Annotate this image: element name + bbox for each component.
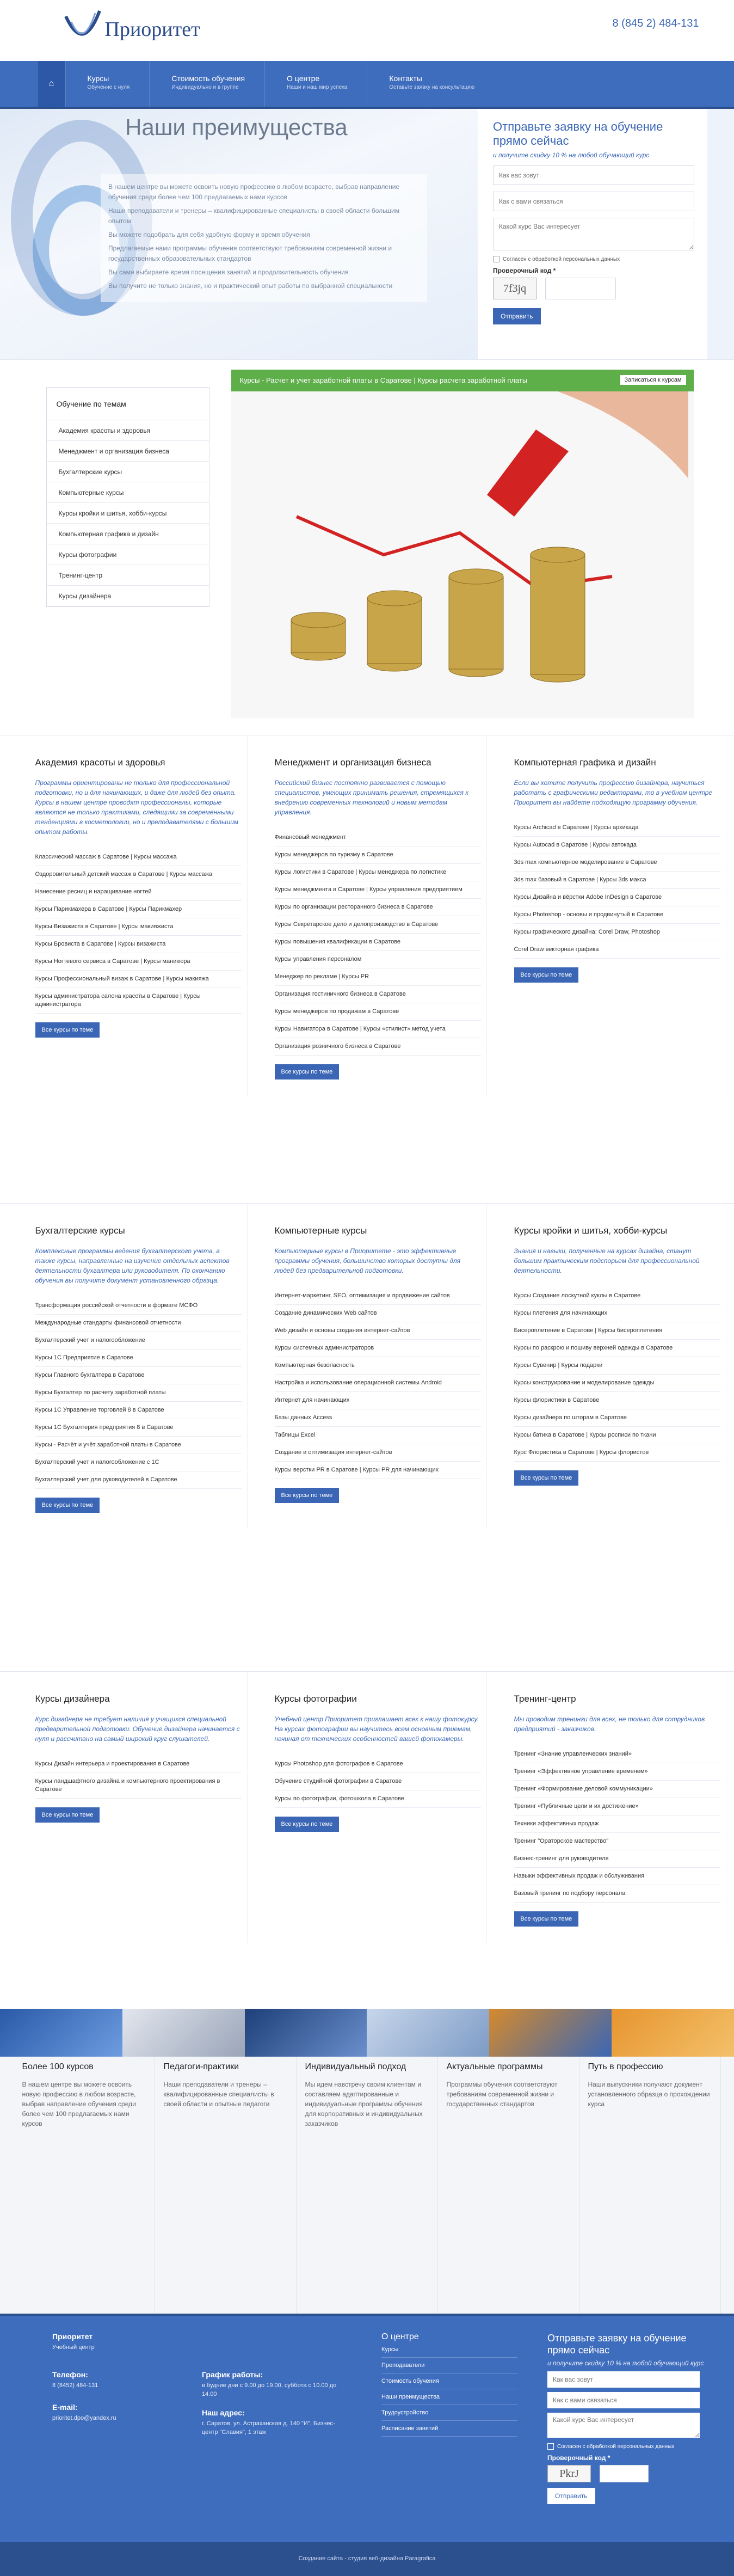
logo-mark-icon bbox=[61, 5, 105, 54]
course-links bbox=[35, 849, 242, 1014]
nav-item-courses[interactable] bbox=[65, 61, 150, 107]
course-link[interactable]: Курсы логистики в Саратове | Курсы менеджера по логистике bbox=[275, 864, 481, 881]
nav-item-about[interactable] bbox=[264, 61, 367, 107]
course-link[interactable]: Курсы Профессиональный визаж в Саратове | Курсы макияжа bbox=[35, 971, 242, 988]
course-link[interactable]: Бисероплетение в Саратове | Курсы бисероплетения bbox=[514, 1322, 720, 1340]
course-link[interactable]: Курсы плетения для начинающих bbox=[514, 1305, 720, 1322]
topics-section bbox=[0, 359, 734, 735]
course-link[interactable]: Организация гостиничного бизнеса в Саратове bbox=[275, 986, 481, 1003]
topics-heading: Обучение по темам bbox=[47, 388, 209, 420]
nav-title: Курсы bbox=[87, 74, 109, 83]
feature-title: Более 100 курсов bbox=[22, 2062, 94, 2071]
features-section bbox=[0, 2009, 734, 2314]
captcha-image: 7f3jq bbox=[493, 278, 536, 299]
topics-menu bbox=[46, 387, 209, 607]
footer-phone-label: Телефон: bbox=[52, 2370, 88, 2379]
course-link[interactable]: Создание и оптимизация интернет-сайтов bbox=[275, 1444, 481, 1462]
footer-captcha-image: PkrJ bbox=[547, 2465, 591, 2482]
course-title[interactable]: Курсы дизайнера bbox=[35, 1694, 110, 1704]
course-link[interactable]: Классический массаж в Саратове | Курсы массажа bbox=[35, 849, 242, 866]
all-courses-button[interactable]: Все курсы по теме bbox=[514, 1911, 579, 1927]
course-link[interactable]: Курсы дизайнера по шторам в Саратове bbox=[514, 1409, 720, 1427]
course-link[interactable]: Курсы Визажиста в Саратове | Курсы макияжиста bbox=[35, 918, 242, 936]
feature-card bbox=[155, 2057, 297, 2314]
course-link[interactable]: Курсы Создание лоскутной куклы в Саратове bbox=[514, 1287, 720, 1305]
all-courses-button[interactable]: Все курсы по теме bbox=[35, 1022, 100, 1038]
hero-section bbox=[0, 109, 734, 359]
header-phone[interactable]: 8 (845 2) 484-131 bbox=[612, 17, 699, 29]
course-block bbox=[19, 1204, 248, 1529]
feature-card bbox=[438, 2057, 579, 2314]
banner-more-button[interactable]: Записаться к курсам bbox=[620, 375, 686, 385]
courses-row bbox=[0, 1203, 734, 1671]
footer-email[interactable]: prioritet.dpo@yandex.ru bbox=[52, 2415, 116, 2421]
footer-brand-sub: Учебный центр bbox=[52, 2344, 95, 2351]
footer-phone[interactable]: 8 (8452) 484-131 bbox=[52, 2382, 98, 2389]
main-nav bbox=[0, 61, 734, 109]
course-link[interactable]: Курсы Дизайн интерьера и проектирования в Саратове bbox=[35, 1756, 242, 1773]
course-link[interactable]: Таблицы Excel bbox=[275, 1427, 481, 1444]
course-link[interactable]: Corel Draw векторная графика bbox=[514, 941, 720, 959]
footer-email-block bbox=[52, 2403, 116, 2422]
course-block bbox=[498, 735, 726, 1096]
course-link[interactable]: Тренинг «Публичные цели и их достижение» bbox=[514, 1798, 720, 1816]
course-link[interactable]: Курсы флористики в Саратове bbox=[514, 1392, 720, 1409]
form-subtitle: и получите скидку 10 % на любой обучающий курс bbox=[493, 151, 650, 159]
course-block bbox=[258, 1204, 487, 1529]
all-courses-button[interactable]: Все курсы по теме bbox=[275, 1064, 340, 1080]
footer-address-label: Наш адрес: bbox=[202, 2408, 245, 2417]
course-block bbox=[19, 1672, 248, 1943]
course-desc: Мы проводим тренинги для всех, не только для сотрудников предприятий - заказчиков. bbox=[514, 1715, 705, 1733]
course-desc: Компьютерные курсы в Приоритете - это эффективные программы обучения, большинство которых доступны для людей без предварительной подготовки. bbox=[274, 1247, 461, 1274]
course-link[interactable]: Курсы повышения квалификации в Саратове bbox=[275, 934, 481, 951]
course-title[interactable]: Академия красоты и здоровья bbox=[35, 757, 165, 768]
topic-item[interactable]: Курсы кройки и шитья, хобби-курсы bbox=[47, 503, 209, 524]
footer-hours-label: График работы: bbox=[202, 2370, 263, 2379]
footer-consent-row bbox=[547, 2443, 711, 2450]
footer-email-label: E-mail: bbox=[52, 2403, 78, 2412]
footer-menu-link[interactable]: Преподаватели bbox=[381, 2358, 517, 2373]
feature-text: Наши преподаватели и тренеры – квалифицированные специалисты в своей области и опытные педагоги bbox=[163, 2081, 274, 2108]
course-link[interactable]: Создание динамических Web сайтов bbox=[275, 1305, 481, 1322]
feature-image bbox=[367, 2009, 489, 2057]
request-form bbox=[478, 109, 707, 359]
phone-input[interactable] bbox=[493, 192, 694, 211]
course-link[interactable]: Курсы Photoshop для фотографов в Саратове bbox=[275, 1756, 481, 1773]
feature-title: Педагоги-практики bbox=[163, 2062, 239, 2071]
course-link[interactable]: Трансформация российской отчетности в формате МСФО bbox=[35, 1297, 242, 1315]
course-link[interactable]: Курсы верстки PR в Саратове | Курсы PR для начинающих bbox=[275, 1462, 481, 1479]
course-link[interactable]: Интернет-маркетинг, SEO, оптимизация и продвижение сайтов bbox=[275, 1287, 481, 1305]
course-desc: Учебный центр Приоритет приглашает всех к нашу фотокурсу. На курсах фотографии вы научитесь всем основным приемам, начиная от технических особенностей вашей фотокамеры. bbox=[274, 1715, 479, 1743]
course-desc: Знания и навыки, полученные на курсах дизайна, станут большим практическим подспорьем для профессиональной деятельности. bbox=[514, 1247, 700, 1274]
footer-brand-name: Приоритет bbox=[52, 2332, 93, 2341]
hero-paragraph: Вы сами выбираете время посещения занятий и продолжительность обучения bbox=[108, 268, 349, 276]
feature-title: Индивидуальный подход bbox=[305, 2062, 406, 2071]
feature-card bbox=[297, 2057, 438, 2314]
footer-submit-button[interactable]: Отправить bbox=[547, 2488, 595, 2504]
footer-captcha-row bbox=[547, 2465, 711, 2482]
captcha-label: Проверочный код * bbox=[493, 267, 556, 274]
hero-advantages bbox=[0, 109, 478, 359]
banner-slider[interactable] bbox=[226, 365, 699, 725]
course-link[interactable]: Курсы Секретарское дело и делопроизводство в Саратове bbox=[275, 916, 481, 934]
all-courses-button[interactable]: Все курсы по теме bbox=[514, 967, 579, 983]
nav-sub: Наши и наш мир успеха bbox=[287, 84, 348, 90]
course-link[interactable]: Курсы по организации ресторанного бизнеса в Саратове bbox=[275, 899, 481, 916]
course-links bbox=[514, 819, 720, 959]
courses-row bbox=[0, 1671, 734, 2009]
footer-hours-block bbox=[202, 2370, 343, 2399]
feature-image bbox=[0, 2009, 122, 2057]
course-link[interactable]: Курсы - Расчёт и учёт заработной платы в Саратове bbox=[35, 1437, 242, 1454]
course-link[interactable]: Навыки эффективных продаж и обслуживания bbox=[514, 1868, 720, 1885]
course-link[interactable]: Курсы администратора салона красоты в Саратове | Курсы администратора bbox=[35, 988, 242, 1014]
feature-image bbox=[122, 2009, 245, 2057]
topic-item[interactable]: Менеджмент и организация бизнеса bbox=[47, 441, 209, 462]
course-link[interactable]: Курсы менеджмента в Саратове | Курсы управления предприятием bbox=[275, 881, 481, 899]
feature-text: Мы идем навстречу своим клиентам и составляем адаптированные и индивидуальные программы обучения для корпоративных и индивидуальных заказчиков bbox=[305, 2081, 423, 2127]
footer-course-input[interactable] bbox=[547, 2413, 700, 2438]
name-input[interactable] bbox=[493, 165, 694, 185]
course-link[interactable]: Курсы конструирование и моделирование одежды bbox=[514, 1375, 720, 1392]
course-links bbox=[514, 1746, 720, 1903]
home-icon[interactable]: ⌂ bbox=[38, 61, 65, 107]
course-link[interactable]: Курсы менеджеров по туризму в Саратове bbox=[275, 847, 481, 864]
topic-item[interactable]: Компьютерная графика и дизайн bbox=[47, 524, 209, 544]
course-title[interactable]: Бухгалтерские курсы bbox=[35, 1225, 125, 1236]
topic-item[interactable]: Компьютерные курсы bbox=[47, 482, 209, 503]
course-link[interactable]: Настройка и использование операционной системы Android bbox=[275, 1375, 481, 1392]
submit-button[interactable]: Отправить bbox=[493, 308, 541, 324]
nav-title: Стоимость обучения bbox=[171, 74, 245, 83]
footer-form-subtitle: и получите скидку 10 % на любой обучающий курс bbox=[547, 2359, 704, 2367]
course-link[interactable]: Курсы системных администраторов bbox=[275, 1340, 481, 1357]
site-footer bbox=[0, 2314, 734, 2542]
feature-card bbox=[579, 2057, 721, 2314]
course-link[interactable]: Курсы 1С Управление торговлей 8 в Саратове bbox=[35, 1402, 242, 1419]
course-link[interactable]: Тренинг «Формирование деловой коммуникации» bbox=[514, 1781, 720, 1798]
course-link[interactable]: Курсы Главного бухгалтера в Саратове bbox=[35, 1367, 242, 1384]
course-link[interactable]: Базовый тренинг по подбору персонала bbox=[514, 1885, 720, 1903]
consent-label: Согласен с обработкой персональных данных bbox=[503, 256, 620, 262]
consent-checkbox[interactable] bbox=[493, 256, 499, 262]
banner-caption-text: Курсы - Расчет и учет заработной платы в Саратове | Курсы расчета заработной платы bbox=[239, 376, 528, 384]
hero-paragraph: В нашем центре вы можете освоить новую профессию в любом возрасте, выбрав направление обучения среди более чем 100 предлагаемых нами курсов bbox=[108, 183, 400, 201]
hero-text bbox=[101, 174, 427, 302]
captcha-row bbox=[493, 278, 692, 299]
site-header bbox=[0, 0, 734, 61]
features-image-strip bbox=[0, 2009, 734, 2057]
course-link[interactable]: Курсы Дизайна и вёрстки Adobe InDesign в Саратове bbox=[514, 889, 720, 906]
bottom-bar bbox=[0, 2542, 734, 2576]
course-links bbox=[275, 1756, 481, 1808]
course-desc: Комплексные программы ведения бухгалтерского учета, а также курсы, направленные на изучение отдельных аспектов деятельности бухгалтера или руководителя. По окончанию обучения вы получите документ установленного образца. bbox=[35, 1247, 230, 1284]
banner-image bbox=[231, 391, 694, 718]
course-link[interactable]: Курсы 1С Предприятие в Саратове bbox=[35, 1350, 242, 1367]
nav-title: Контакты bbox=[389, 74, 422, 83]
footer-consent-checkbox[interactable] bbox=[547, 2443, 554, 2450]
nav-item-contacts[interactable] bbox=[367, 61, 494, 107]
logo-text: Приоритет bbox=[104, 18, 200, 41]
feature-image bbox=[612, 2009, 734, 2057]
course-link[interactable]: Курсы Autocad в Саратове | Курсы автокада bbox=[514, 837, 720, 854]
course-link[interactable]: Курсы по раскрою и пошиву верхней одежды в Саратове bbox=[514, 1340, 720, 1357]
topic-item[interactable]: Академия красоты и здоровья bbox=[47, 420, 209, 441]
courses-row bbox=[0, 735, 734, 1203]
feature-card bbox=[14, 2057, 155, 2314]
nav-sub: Оставьте заявку на консультацию bbox=[389, 84, 475, 90]
course-link[interactable]: Техники эффективных продаж bbox=[514, 1816, 720, 1833]
topic-item[interactable]: Тренинг-центр bbox=[47, 565, 209, 586]
course-link[interactable]: Курсы управления персоналом bbox=[275, 951, 481, 968]
course-link[interactable]: Бизнес-тренинг для руководителя bbox=[514, 1850, 720, 1868]
course-link[interactable]: 3ds max базовый в Саратове | Курсы 3ds макса bbox=[514, 872, 720, 889]
course-link[interactable]: Финансовый менеджмент bbox=[275, 829, 481, 847]
nav-item-prices[interactable] bbox=[149, 61, 264, 107]
course-link[interactable]: Тренинг «Эффективное управление временем» bbox=[514, 1763, 720, 1781]
features-columns bbox=[14, 2057, 721, 2314]
footer-form-title: Отправьте заявку на обучение прямо сейчас bbox=[547, 2333, 687, 2356]
footer-consent-label: Согласен с обработкой персональных данных bbox=[557, 2443, 675, 2450]
course-title[interactable]: Компьютерные курсы bbox=[274, 1225, 367, 1236]
topic-item[interactable]: Курсы фотографии bbox=[47, 544, 209, 565]
course-link[interactable]: Оздоровительный детский массаж в Саратове | Курсы массажа bbox=[35, 866, 242, 884]
course-block bbox=[258, 1672, 487, 1943]
footer-request-form bbox=[547, 2332, 711, 2504]
credits-link[interactable]: Создание сайта - студия веб-дизайна Paragrafica bbox=[298, 2555, 436, 2562]
course-link[interactable]: Бухгалтерский учет и налогообложение bbox=[35, 1332, 242, 1350]
nav-title: О центре bbox=[287, 74, 320, 83]
course-desc: Курс дизайнера не требует наличия у учащихся специальной предварительной подготовки. Обучение дизайнера начинается с нуля и рассчитано на самый широкий круг слушателей. bbox=[35, 1715, 240, 1743]
course-title[interactable]: Курсы фотографии bbox=[274, 1694, 357, 1704]
course-link[interactable]: Курсы 1С Бухгалтерия предприятия 8 в Саратове bbox=[35, 1419, 242, 1437]
course-link[interactable]: Курсы Парикмахера в Саратове | Курсы Парикмахер bbox=[35, 901, 242, 918]
course-title[interactable]: Менеджмент и организация бизнеса bbox=[274, 757, 431, 768]
course-link[interactable]: Курсы Сувенир | Курсы подарки bbox=[514, 1357, 720, 1375]
all-courses-button[interactable]: Все курсы по теме bbox=[35, 1807, 100, 1823]
course-block bbox=[19, 735, 248, 1096]
footer-address: г. Саратов, ул. Астраханская д. 140 "И", Бизнес-центр "Славия", 1 этаж bbox=[202, 2420, 335, 2436]
footer-phone-block bbox=[52, 2370, 98, 2390]
course-block bbox=[258, 735, 487, 1096]
course-link[interactable]: Курсы Бухгалтер по расчету заработной платы bbox=[35, 1384, 242, 1402]
hero-paragraph: Вы получите не только знания, но и практический опыт работы по выбранной специальности bbox=[108, 282, 393, 290]
form-title: Отправьте заявку на обучение прямо сейчас bbox=[493, 120, 663, 148]
course-link[interactable]: Бухгалтерский учет для руководителей в Саратове bbox=[35, 1471, 242, 1489]
course-block bbox=[498, 1204, 726, 1529]
course-block bbox=[498, 1672, 726, 1943]
feature-text: Программы обучения соответствуют требованиям современной жизни и государственных стандартов bbox=[446, 2081, 558, 2108]
all-courses-button[interactable]: Все курсы по теме bbox=[514, 1470, 579, 1486]
footer-brand bbox=[52, 2332, 95, 2352]
course-link[interactable]: Курс Флористика в Саратове | Курсы флористов bbox=[514, 1444, 720, 1462]
footer-menu-link[interactable]: Трудоустройство bbox=[381, 2405, 517, 2421]
course-link[interactable]: Курсы менеджеров по продажам в Саратове bbox=[275, 1003, 481, 1021]
nav-sub: Обучение с нуля bbox=[87, 84, 130, 90]
nav-sub: Индивидуально и в группе bbox=[171, 84, 239, 90]
feature-image bbox=[489, 2009, 612, 2057]
topic-item[interactable]: Бухгалтерские курсы bbox=[47, 462, 209, 482]
course-links bbox=[514, 1287, 720, 1462]
course-link[interactable]: Курсы графического дизайна: Corel Draw, Photoshop bbox=[514, 924, 720, 941]
all-courses-button[interactable]: Все курсы по теме bbox=[35, 1498, 100, 1513]
banner-caption bbox=[231, 370, 694, 391]
course-link[interactable]: Курсы по фотографии, фотошкола в Саратове bbox=[275, 1790, 481, 1808]
captcha-input[interactable] bbox=[545, 278, 616, 299]
course-link[interactable]: Курсы Ногтевого сервиса в Саратове | Курсы маникюра bbox=[35, 953, 242, 971]
course-links bbox=[35, 1297, 242, 1489]
course-link[interactable]: Нанесение ресниц и наращивание ногтей bbox=[35, 884, 242, 901]
footer-phone-input[interactable] bbox=[547, 2392, 700, 2408]
course-link[interactable]: Курсы Archicad в Саратове | Курсы архикада bbox=[514, 819, 720, 837]
footer-captcha-label: Проверочный код * bbox=[547, 2454, 610, 2462]
footer-address-block bbox=[202, 2408, 343, 2437]
feature-title: Путь в профессию bbox=[588, 2062, 663, 2071]
all-courses-button[interactable]: Все курсы по теме bbox=[275, 1817, 340, 1832]
footer-hours: в будние дни с 9.00 до 19.00, суббота с 10.00 до 14.00 bbox=[202, 2382, 337, 2397]
hero-paragraph: Предлагаемые нами программы обучения соответствуют требованиям современной жизни и государственных образовательных стандартов bbox=[108, 244, 392, 262]
course-link[interactable]: Курсы Навигатора в Саратове | Курсы «стилист» метод учета bbox=[275, 1021, 481, 1038]
hero-paragraph: Наши преподаватели и тренеры – квалифицированные специалисты в своей области большим опытом bbox=[108, 207, 400, 225]
footer-name-input[interactable] bbox=[547, 2371, 700, 2388]
consent-row bbox=[493, 256, 692, 262]
course-desc: Если вы хотите получить профессию дизайнера, научиться работать с графическими редакторами, то в учебном центре Приоритет вы найдете подходящую программу обучения. bbox=[514, 779, 713, 806]
course-title[interactable]: Курсы кройки и шитья, хобби-курсы bbox=[514, 1225, 668, 1236]
course-links bbox=[35, 1756, 242, 1799]
course-link[interactable]: Курсы Бровиста в Саратове | Курсы визажиста bbox=[35, 936, 242, 953]
all-courses-button[interactable]: Все курсы по теме bbox=[275, 1488, 340, 1503]
course-link[interactable]: Базы данных Access bbox=[275, 1409, 481, 1427]
feature-image bbox=[245, 2009, 367, 2057]
course-link[interactable]: Тренинг «Знание управленческих знаний» bbox=[514, 1746, 720, 1763]
footer-menu-heading: О центре bbox=[381, 2332, 419, 2341]
course-link[interactable]: Международные стандарты финансовой отчетности bbox=[35, 1315, 242, 1332]
feature-text: Наши выпускники получают документ установленного образца о прохождении курса bbox=[588, 2081, 710, 2108]
topic-item[interactable]: Курсы дизайнера bbox=[47, 586, 209, 606]
course-title[interactable]: Тренинг-центр bbox=[514, 1694, 576, 1704]
course-link[interactable]: Интернет для начинающих bbox=[275, 1392, 481, 1409]
course-link[interactable]: 3ds max компьютерное моделирование в Саратове bbox=[514, 854, 720, 872]
footer-menu bbox=[381, 2332, 517, 2437]
course-links bbox=[275, 829, 481, 1056]
hero-title: Наши преимущества bbox=[125, 114, 348, 140]
course-title[interactable]: Компьютерная графика и дизайн bbox=[514, 757, 656, 768]
course-link[interactable]: Менеджер по рекламе | Курсы PR bbox=[275, 968, 481, 986]
footer-captcha-input[interactable] bbox=[600, 2465, 649, 2482]
course-link[interactable]: Обучение студийной фотографии в Саратове bbox=[275, 1773, 481, 1790]
feature-title: Актуальные программы bbox=[446, 2062, 543, 2071]
course-link[interactable]: Курсы ландшафтного дизайна и компьютерного проектирования в Саратове bbox=[35, 1773, 242, 1799]
logo[interactable] bbox=[61, 5, 225, 54]
course-input[interactable] bbox=[493, 218, 694, 250]
footer-menu-link[interactable]: Стоимость обучения bbox=[381, 2373, 517, 2389]
footer-menu-link[interactable]: Курсы bbox=[381, 2342, 517, 2358]
footer-menu-link[interactable]: Расписание занятий bbox=[381, 2421, 517, 2437]
hero-paragraph: Вы можете подобрать для себя удобную форму и время обучения bbox=[108, 231, 310, 238]
footer-menu-link[interactable]: Наши преимущества bbox=[381, 2389, 517, 2405]
course-desc: Российский бизнес постоянно развивается с помощью специалистов, умеющих принимать решения, стремящихся к внедрению современных технологий и новым методам управления. bbox=[274, 779, 468, 816]
course-links bbox=[275, 1287, 481, 1479]
course-link[interactable]: Тренинг "Ораторское мастерство" bbox=[514, 1833, 720, 1850]
feature-text: В нашем центре вы можете освоить новую профессию в любом возрасте, выбрав направление обучения среди более чем 100 предлагаемых нами курсов bbox=[22, 2081, 136, 2127]
course-link[interactable]: Бухгалтерский учет и налогообложение с 1С bbox=[35, 1454, 242, 1471]
course-link[interactable]: Организация розничного бизнеса в Саратове bbox=[275, 1038, 481, 1056]
course-link[interactable]: Компьютерная безопасность bbox=[275, 1357, 481, 1375]
course-link[interactable]: Курсы Photoshop - основы и продвинутый в Саратове bbox=[514, 906, 720, 924]
course-desc: Программы ориентированы не только для профессиональной подготовки, но и для начинающих, и даже для людей без опыта. Курсы в нашем центре проводят профессионалы, которые являются не только практиками, следящими за современными тенденциями в косметологии, но и преподавателями с большим опытом работы. bbox=[35, 779, 239, 836]
course-link[interactable]: Web дизайн и основы создания интернет-сайтов bbox=[275, 1322, 481, 1340]
course-link[interactable]: Курсы батика в Саратове | Курсы росписи по ткани bbox=[514, 1427, 720, 1444]
